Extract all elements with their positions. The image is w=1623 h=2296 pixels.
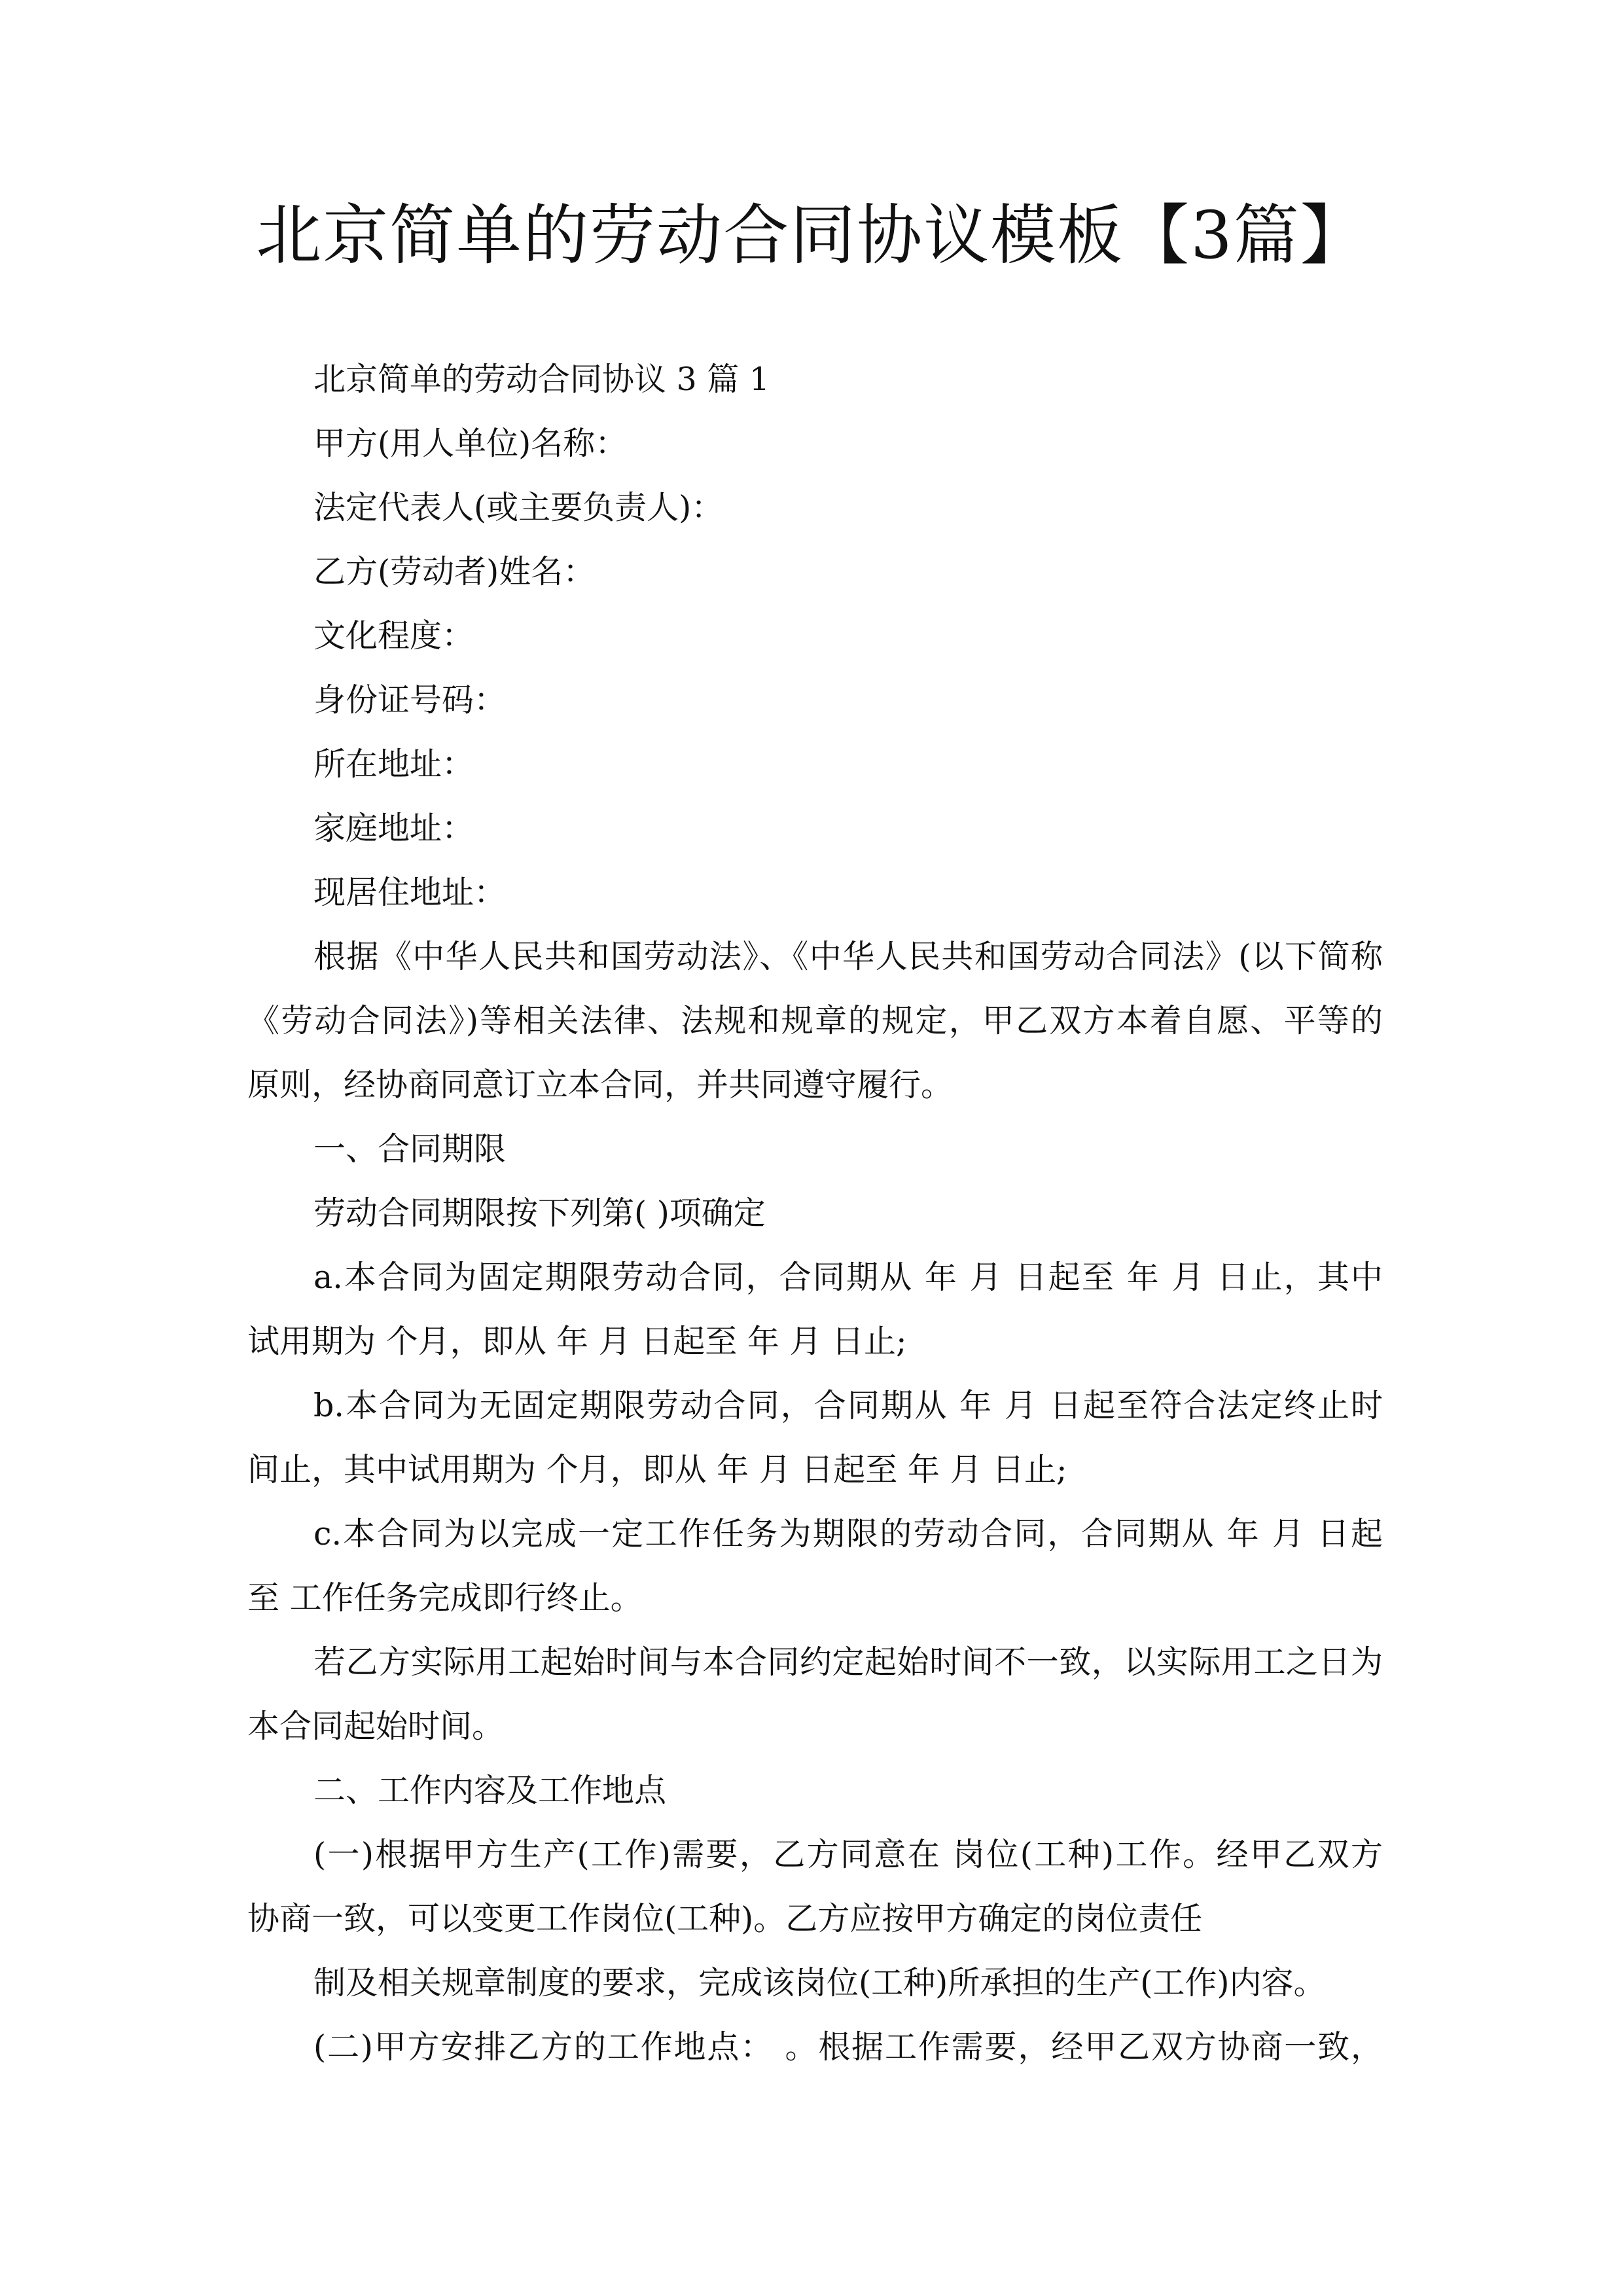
text-line: 所在地址： <box>313 745 474 783</box>
text-line: 现居住地址： <box>313 874 507 911</box>
text-line: 间止，其中试用期为 个月，即从 年 月 日起至 年 月 日止; <box>247 1451 1067 1488</box>
text-line: 家庭地址： <box>313 810 474 847</box>
text-line: 一、合同期限 <box>313 1130 507 1168</box>
text-line: 原则，经协商同意订立本合同，并共同遵守履行。 <box>247 1066 954 1103</box>
text-line: (二)甲方安排乙方的工作地点： 。根据工作需要，经甲乙双方协商一致， <box>313 2028 1383 2066</box>
text-line: 甲方(用人单位)名称： <box>313 425 628 462</box>
text-line: 本合同起始时间。 <box>247 1708 505 1745</box>
text-line: 试用期为 个月，即从 年 月 日起至 年 月 日止; <box>247 1323 907 1360</box>
text-line: 《劳动合同法》)等相关法律、法规和规章的规定，甲乙双方本着自愿、平等的 <box>247 1002 1383 1039</box>
text-line: 乙方(劳动者)姓名： <box>313 553 596 590</box>
text-line: 制及相关规章制度的要求，完成该岗位(工种)所承担的生产(工作)内容。 <box>313 1964 1326 2001</box>
text-line: (一)根据甲方生产(工作)需要，乙方同意在 岗位(工种)工作。经甲乙双方 <box>313 1836 1383 1873</box>
text-line: c.本合同为以完成一定工作任务为期限的劳动合同，合同期从 年 月 日起 <box>313 1515 1383 1552</box>
text-line: 根据《中华人民共和国劳动法》、《中华人民共和国劳动合同法》(以下简称 <box>313 938 1383 975</box>
text-line: 协商一致，可以变更工作岗位(工种)。乙方应按甲方确定的岗位责任 <box>247 1900 1203 1937</box>
document-body <box>247 348 1383 2079</box>
text-line: b.本合同为无固定期限劳动合同，合同期从 年 月 日起至符合法定终止时 <box>313 1387 1383 1424</box>
text-line: 北京简单的劳动合同协议 3 篇 1 <box>313 361 770 398</box>
text-line: 劳动合同期限按下列第( )项确定 <box>313 1194 766 1232</box>
text-line: 二、工作内容及工作地点 <box>313 1772 667 1809</box>
document-title: 北京简单的劳动合同协议模板【3篇】 <box>256 197 1367 274</box>
text-line: 若乙方实际用工起始时间与本合同约定起始时间不一致，以实际用工之日为 <box>313 1643 1383 1681</box>
text-line: 文化程度： <box>313 617 474 655</box>
text-line: 至 工作任务完成即行终止。 <box>247 1579 643 1617</box>
text-line: 法定代表人(或主要负责人)： <box>313 489 724 526</box>
text-line: a.本合同为固定期限劳动合同，合同期从 年 月 日起至 年 月 日止，其中 <box>313 1259 1383 1296</box>
text-line: 身份证号码： <box>313 681 507 719</box>
